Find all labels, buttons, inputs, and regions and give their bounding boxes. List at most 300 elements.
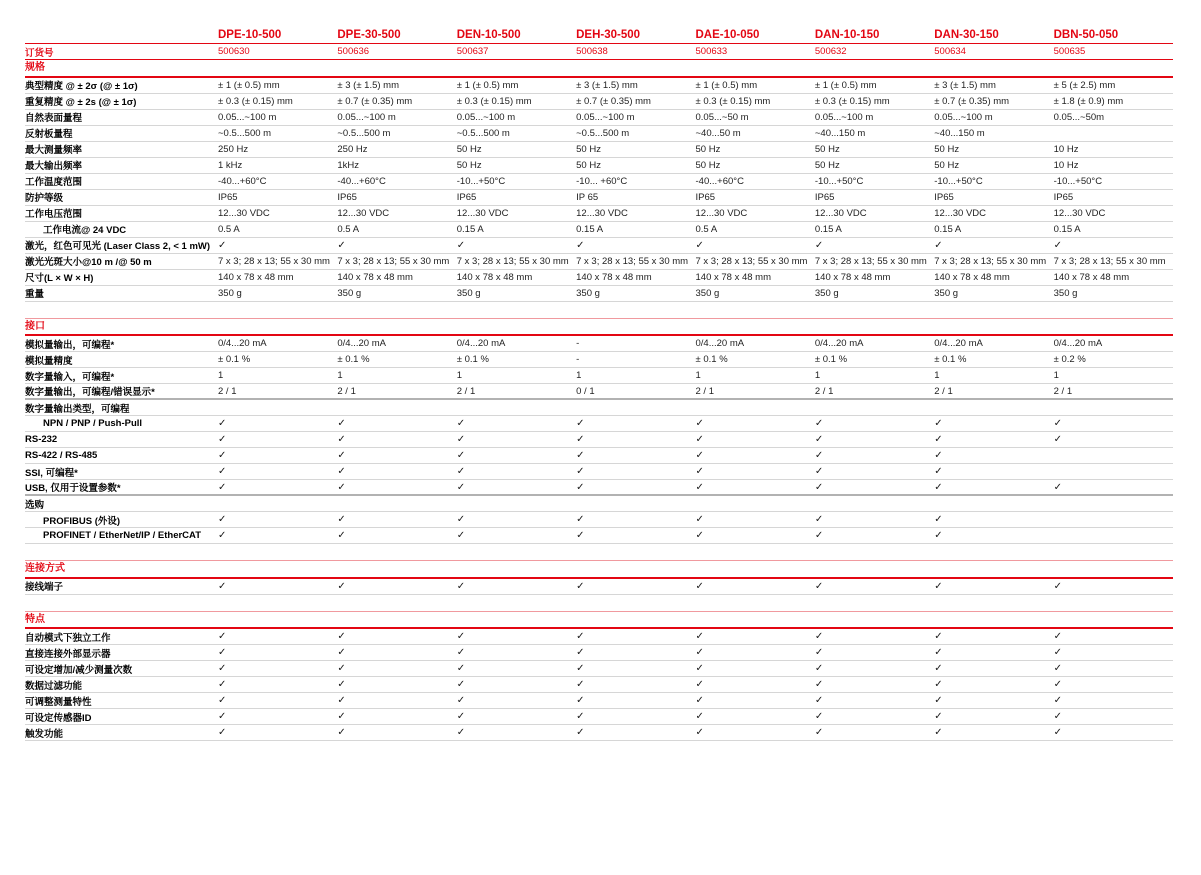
spec-cell	[696, 530, 815, 541]
spec-row	[25, 126, 1173, 142]
spec-cell	[934, 530, 1053, 541]
check-icon: ✓	[456, 580, 466, 592]
spec-cell: 350 g	[814, 287, 839, 299]
check-icon: ✓	[814, 580, 824, 592]
spec-cell	[815, 466, 934, 477]
spec-cell	[576, 727, 695, 738]
check-icon: ✓	[218, 530, 227, 541]
spec-cell: 2 / 1	[934, 385, 953, 397]
spec-row	[25, 254, 1173, 270]
spec-row-label: RS-232	[25, 434, 58, 445]
check-icon: ✓	[814, 663, 824, 674]
check-icon: ✓	[814, 711, 824, 722]
spec-cell: 350 g	[218, 287, 242, 299]
spec-cell	[815, 418, 934, 429]
product-column-header: DEH-30-500	[576, 28, 641, 41]
spec-cell	[218, 727, 337, 738]
spec-row-label: 典型精度 @ ± 2σ (@ ± 1σ)	[25, 81, 138, 92]
spec-cell: 350 g	[1053, 287, 1078, 299]
spec-cell	[815, 647, 934, 658]
spec-cell	[218, 482, 337, 493]
spec-cell: ~40...50 m	[695, 127, 741, 139]
spec-row-label: 防护等级	[25, 193, 64, 204]
spec-cell	[457, 647, 576, 658]
check-icon: ✓	[695, 663, 704, 674]
spec-cell	[1054, 434, 1173, 445]
product-column-header: DAN-10-150	[814, 28, 880, 41]
spec-row	[25, 142, 1173, 158]
check-icon: ✓	[1053, 711, 1063, 722]
spec-row	[25, 352, 1173, 368]
check-icon: ✓	[695, 434, 704, 445]
spec-cell: ± 1.8 (± 0.9) mm	[1053, 95, 1124, 107]
spec-cell	[576, 514, 695, 525]
spec-cell	[696, 450, 815, 461]
check-icon: ✓	[695, 418, 704, 429]
spec-cell	[696, 466, 815, 477]
spec-row	[25, 110, 1173, 126]
spec-row	[25, 496, 1173, 512]
check-icon: ✓	[337, 466, 346, 477]
spec-row	[25, 432, 1173, 448]
spec-cell: ± 0.1 %	[814, 354, 848, 365]
spec-row-label: PROFINET / EtherNet/IP / EtherCAT	[43, 530, 202, 541]
spec-cell: ± 0.3 (± 0.15) mm	[456, 95, 532, 107]
spec-row	[25, 448, 1173, 464]
spec-cell	[1054, 663, 1173, 674]
spec-cell	[218, 450, 337, 461]
spec-row-label: 重复精度 @ ± 2s (@ ± 1σ)	[25, 97, 137, 108]
spec-cell	[337, 727, 456, 738]
check-icon: ✓	[814, 450, 824, 461]
spec-cell: 350 g	[576, 287, 600, 299]
spec-cell: 50 Hz	[934, 159, 960, 171]
spec-row-label: 模拟量输出，可编程*	[25, 339, 115, 351]
spec-cell	[457, 679, 576, 690]
spec-cell	[934, 466, 1053, 477]
check-icon: ✓	[576, 711, 585, 722]
spec-cell: IP65	[456, 191, 477, 203]
spec-cell	[218, 647, 337, 658]
spec-cell: 1	[576, 370, 582, 381]
spec-cell	[696, 679, 815, 690]
spec-cell	[576, 711, 695, 722]
check-icon: ✓	[934, 647, 943, 658]
check-icon: ✓	[1053, 679, 1063, 690]
check-icon: ✓	[576, 663, 585, 674]
spec-cell: 10 Hz	[1053, 143, 1079, 155]
spec-row-label: 接线端子	[25, 582, 64, 593]
spec-cell	[934, 581, 1053, 592]
spec-cell	[576, 581, 695, 592]
spec-cell: 0.15 A	[934, 223, 962, 235]
check-icon: ✓	[218, 434, 227, 445]
spec-cell: 50 Hz	[934, 143, 960, 155]
spec-cell: ± 0.7 (± 0.35) mm	[934, 95, 1010, 107]
spec-cell	[337, 514, 456, 525]
spec-cell	[934, 679, 1053, 690]
check-icon: ✓	[1053, 631, 1063, 642]
spec-cell	[815, 727, 934, 738]
spec-cell: 0/4...20 mA	[814, 338, 864, 349]
check-icon: ✓	[337, 418, 346, 429]
check-icon: ✓	[337, 530, 346, 541]
check-icon: ✓	[218, 647, 227, 658]
spec-cell: 12...30 VDC	[934, 207, 986, 219]
spec-cell: 7 x 3; 28 x 13; 55 x 30 mm	[337, 255, 450, 267]
spec-cell: 1	[1053, 370, 1059, 381]
order-number-row	[25, 44, 1173, 60]
check-icon: ✓	[814, 530, 824, 541]
check-icon: ✓	[934, 466, 943, 477]
spec-cell	[337, 482, 456, 493]
spec-row-label: 可设定增加/减少测量次数	[25, 664, 133, 676]
spec-cell	[1054, 418, 1173, 429]
check-icon: ✓	[934, 695, 943, 706]
spec-row	[25, 725, 1173, 741]
spec-table	[25, 26, 1173, 741]
check-icon: ✓	[456, 711, 466, 722]
spec-row	[25, 579, 1173, 595]
spec-cell: 0.05...~100 m	[218, 111, 277, 123]
spec-cell: 50 Hz	[814, 159, 840, 171]
check-icon: ✓	[1053, 580, 1063, 592]
spec-cell: 0.05...~100 m	[814, 111, 874, 123]
spec-cell	[218, 240, 337, 251]
check-icon: ✓	[1053, 663, 1063, 674]
spec-cell	[696, 631, 815, 642]
check-icon: ✓	[456, 481, 466, 493]
spec-subsection-label: 数字量输出类型，可编程	[25, 403, 130, 415]
spec-row	[25, 336, 1173, 352]
spec-cell: 2 / 1	[456, 385, 476, 397]
product-column-header: DPE-10-500	[218, 28, 282, 41]
spec-cell: 12...30 VDC	[337, 207, 390, 219]
check-icon: ✓	[218, 418, 227, 429]
spec-cell	[696, 482, 815, 493]
spec-cell: 0/4...20 mA	[337, 338, 386, 349]
check-icon: ✓	[337, 631, 346, 642]
spec-cell	[934, 482, 1053, 493]
check-icon: ✓	[337, 695, 346, 706]
spec-cell: IP65	[934, 191, 954, 203]
check-icon: ✓	[218, 695, 227, 706]
spec-cell	[576, 679, 695, 690]
spec-cell	[1054, 679, 1173, 690]
spec-cell	[934, 631, 1053, 642]
spec-cell	[696, 727, 815, 738]
spec-row	[25, 384, 1173, 400]
spec-cell	[1054, 711, 1173, 722]
spec-cell: -40...+60°C	[337, 175, 386, 187]
check-icon: ✓	[934, 679, 943, 690]
spec-cell: 0/4...20 mA	[218, 338, 267, 349]
spec-cell: 1	[218, 370, 224, 381]
spec-cell: 350 g	[337, 287, 362, 299]
spec-cell: ~0.5...500 m	[576, 127, 630, 139]
check-icon: ✓	[218, 580, 227, 592]
spec-cell: 12...30 VDC	[814, 207, 867, 219]
check-icon: ✓	[1053, 695, 1063, 706]
spec-row-label: 最大输出频率	[25, 161, 83, 172]
spec-cell	[576, 663, 695, 674]
spec-cell: -	[576, 354, 580, 365]
spec-cell: ~40...150 m	[934, 127, 985, 139]
spec-row-label: 直接连接外部显示器	[25, 648, 111, 660]
spec-cell: 50 Hz	[814, 143, 840, 155]
spec-cell	[337, 679, 456, 690]
spec-cell: 50 Hz	[576, 159, 601, 171]
check-icon: ✓	[218, 631, 227, 642]
spec-row	[25, 629, 1173, 645]
check-icon: ✓	[1053, 434, 1063, 445]
spec-cell: 1kHz	[337, 159, 360, 171]
spec-cell: ± 0.7 (± 0.35) mm	[576, 95, 651, 107]
check-icon: ✓	[218, 663, 227, 674]
spec-cell: 7 x 3; 28 x 13; 55 x 30 mm	[218, 255, 330, 267]
spec-cell: -10...+50°C	[934, 175, 983, 187]
spec-row-label: SSI, 可编程*	[25, 467, 78, 479]
spec-cell	[337, 530, 456, 541]
spec-row	[25, 206, 1173, 222]
spec-cell: 50 Hz	[695, 143, 721, 155]
spec-cell	[815, 482, 934, 493]
spec-cell: 7 x 3; 28 x 13; 55 x 30 mm	[934, 255, 1047, 267]
check-icon: ✓	[456, 514, 466, 525]
spec-cell: 140 x 78 x 48 mm	[1053, 271, 1130, 283]
spec-row	[25, 400, 1173, 416]
check-icon: ✓	[695, 514, 704, 525]
spec-row-label: 自动模式下独立工作	[25, 632, 111, 644]
product-header-row	[25, 26, 1173, 44]
spec-cell	[1054, 240, 1173, 251]
check-icon: ✓	[337, 647, 346, 658]
spec-cell: 1	[934, 370, 940, 381]
order-number-label: 订货号	[25, 47, 54, 59]
spec-cell	[934, 240, 1053, 251]
check-icon: ✓	[576, 434, 585, 445]
spec-cell: ± 0.2 %	[1053, 354, 1086, 365]
spec-cell: ± 0.7 (± 0.35) mm	[337, 95, 413, 107]
spec-cell: 0/4...20 mA	[1053, 338, 1103, 349]
spec-cell	[457, 727, 576, 738]
check-icon: ✓	[814, 434, 824, 445]
check-icon: ✓	[695, 631, 704, 642]
order-number: 500634	[934, 46, 966, 57]
spec-cell	[934, 711, 1053, 722]
spec-cell	[696, 711, 815, 722]
spec-row-label: 激光光斑大小@10 m /@ 50 m	[25, 257, 152, 268]
spec-cell: 12...30 VDC	[695, 207, 748, 219]
check-icon: ✓	[934, 450, 943, 461]
check-icon: ✓	[1053, 239, 1063, 251]
spec-row-label: 模拟量精度	[25, 355, 73, 367]
spec-row	[25, 464, 1173, 480]
spec-cell: ± 0.1 %	[934, 354, 967, 365]
check-icon: ✓	[814, 727, 824, 738]
spec-cell	[337, 647, 456, 658]
check-icon: ✓	[1053, 727, 1063, 738]
spec-row-label: 自然表面量程	[25, 113, 83, 124]
spec-cell: -10...+50°C	[1053, 175, 1103, 187]
spec-cell: ± 1 (± 0.5) mm	[814, 79, 877, 91]
spec-row	[25, 416, 1173, 432]
check-icon: ✓	[1053, 481, 1063, 493]
check-icon: ✓	[934, 711, 943, 722]
spec-cell: 0.05...~100 m	[337, 111, 396, 123]
spec-cell	[696, 695, 815, 706]
spec-cell: 7 x 3; 28 x 13; 55 x 30 mm	[456, 255, 569, 267]
spec-cell: 50 Hz	[576, 143, 601, 155]
section	[25, 560, 1173, 595]
check-icon: ✓	[695, 727, 704, 738]
check-icon: ✓	[695, 481, 704, 493]
spec-cell: 12...30 VDC	[218, 207, 270, 219]
spec-cell: 7 x 3; 28 x 13; 55 x 30 mm	[576, 255, 689, 267]
spec-row	[25, 94, 1173, 110]
spec-cell	[457, 514, 576, 525]
check-icon: ✓	[814, 695, 824, 706]
spec-cell: -10... +60°C	[576, 175, 628, 187]
check-icon: ✓	[934, 514, 943, 525]
product-column-header: DAE-10-050	[695, 28, 760, 41]
spec-cell	[1054, 695, 1173, 706]
check-icon: ✓	[1053, 647, 1063, 658]
spec-cell	[934, 514, 1053, 525]
section-title: 连接方式	[25, 561, 1173, 579]
check-icon: ✓	[456, 727, 466, 738]
spec-cell	[457, 663, 576, 674]
spec-row	[25, 368, 1173, 384]
spec-cell: ± 0.1 %	[218, 354, 251, 365]
spec-cell	[337, 240, 456, 251]
order-number: 500637	[456, 46, 489, 57]
product-column-header: DBN-50-050	[1053, 28, 1119, 41]
check-icon: ✓	[934, 434, 943, 445]
spec-cell	[576, 695, 695, 706]
spec-cell	[934, 695, 1053, 706]
spec-cell: 140 x 78 x 48 mm	[337, 271, 413, 283]
spec-cell	[337, 466, 456, 477]
spec-row-label: 数字量输入，可编程*	[25, 371, 115, 383]
check-icon: ✓	[456, 695, 466, 706]
check-icon: ✓	[456, 434, 466, 445]
spec-cell: ~0.5...500 m	[456, 127, 510, 139]
spec-cell	[576, 434, 695, 445]
spec-cell	[696, 418, 815, 429]
order-number: 500632	[814, 46, 847, 57]
spec-cell	[815, 695, 934, 706]
spec-cell	[337, 711, 456, 722]
spec-cell: 140 x 78 x 48 mm	[576, 271, 652, 283]
spec-cell	[218, 631, 337, 642]
spec-cell	[457, 631, 576, 642]
check-icon: ✓	[337, 450, 346, 461]
check-icon: ✓	[218, 481, 227, 493]
check-icon: ✓	[695, 530, 704, 541]
spec-row-label: 数字量输出，可编程/错误显示*	[25, 387, 155, 398]
spec-cell: 140 x 78 x 48 mm	[934, 271, 1010, 283]
check-icon: ✓	[695, 647, 704, 658]
check-icon: ✓	[934, 481, 943, 493]
spec-cell	[576, 466, 695, 477]
spec-cell	[696, 647, 815, 658]
spec-cell: 2 / 1	[218, 385, 237, 397]
check-icon: ✓	[814, 481, 824, 493]
spec-cell: 12...30 VDC	[1053, 207, 1106, 219]
spec-row	[25, 645, 1173, 661]
order-number: 500633	[695, 46, 728, 57]
check-icon: ✓	[695, 580, 704, 592]
spec-cell: IP 65	[576, 191, 599, 203]
spec-cell	[457, 530, 576, 541]
spec-cell: -10...+50°C	[456, 175, 506, 187]
check-icon: ✓	[337, 663, 346, 674]
spec-cell	[576, 482, 695, 493]
spec-cell	[218, 418, 337, 429]
spec-cell: ~40...150 m	[814, 127, 866, 139]
spec-cell: ± 0.3 (± 0.15) mm	[695, 95, 771, 107]
spec-cell	[576, 240, 695, 251]
order-number: 500635	[1053, 46, 1086, 57]
spec-cell: 0/4...20 mA	[934, 338, 983, 349]
spec-cell	[457, 695, 576, 706]
spec-cell	[696, 663, 815, 674]
spec-cell	[934, 450, 1053, 461]
spec-row	[25, 528, 1173, 544]
spec-cell	[576, 530, 695, 541]
spec-cell	[337, 581, 456, 592]
spec-cell	[815, 240, 934, 251]
spec-cell: ± 1 (± 0.5) mm	[695, 79, 758, 91]
section	[25, 318, 1173, 545]
spec-cell: 250 Hz	[218, 143, 249, 155]
spec-cell	[696, 240, 815, 251]
spec-row-label: 触发功能	[25, 728, 64, 740]
spec-row-label: 可调整测量特性	[25, 696, 92, 708]
spec-cell	[934, 418, 1053, 429]
spec-cell: 140 x 78 x 48 mm	[695, 271, 772, 283]
spec-cell: 2 / 1	[1053, 385, 1073, 397]
spec-row-label: 数据过滤功能	[25, 680, 83, 692]
check-icon: ✓	[218, 450, 227, 461]
check-icon: ✓	[934, 418, 943, 429]
check-icon: ✓	[934, 530, 943, 541]
spec-row	[25, 190, 1173, 206]
section	[25, 611, 1173, 742]
spec-cell: 7 x 3; 28 x 13; 55 x 30 mm	[695, 255, 808, 267]
check-icon: ✓	[576, 514, 585, 525]
section-title: 接口	[25, 319, 1173, 337]
spec-row	[25, 709, 1173, 725]
check-icon: ✓	[576, 679, 585, 690]
section	[25, 60, 1173, 302]
order-number: 500638	[576, 46, 608, 57]
spec-cell	[218, 434, 337, 445]
spec-cell: ± 0.3 (± 0.15) mm	[814, 95, 890, 107]
spec-cell	[218, 663, 337, 674]
spec-cell: ~0.5...500 m	[337, 127, 391, 139]
spec-cell: 1	[814, 370, 821, 381]
spec-row	[25, 270, 1173, 286]
spec-row	[25, 78, 1173, 94]
section-title: 特点	[25, 612, 1173, 630]
spec-cell: 2 / 1	[337, 385, 356, 397]
spec-cell: IP65	[218, 191, 238, 203]
check-icon: ✓	[456, 679, 466, 690]
order-number: 500630	[218, 46, 250, 57]
spec-cell	[457, 581, 576, 592]
